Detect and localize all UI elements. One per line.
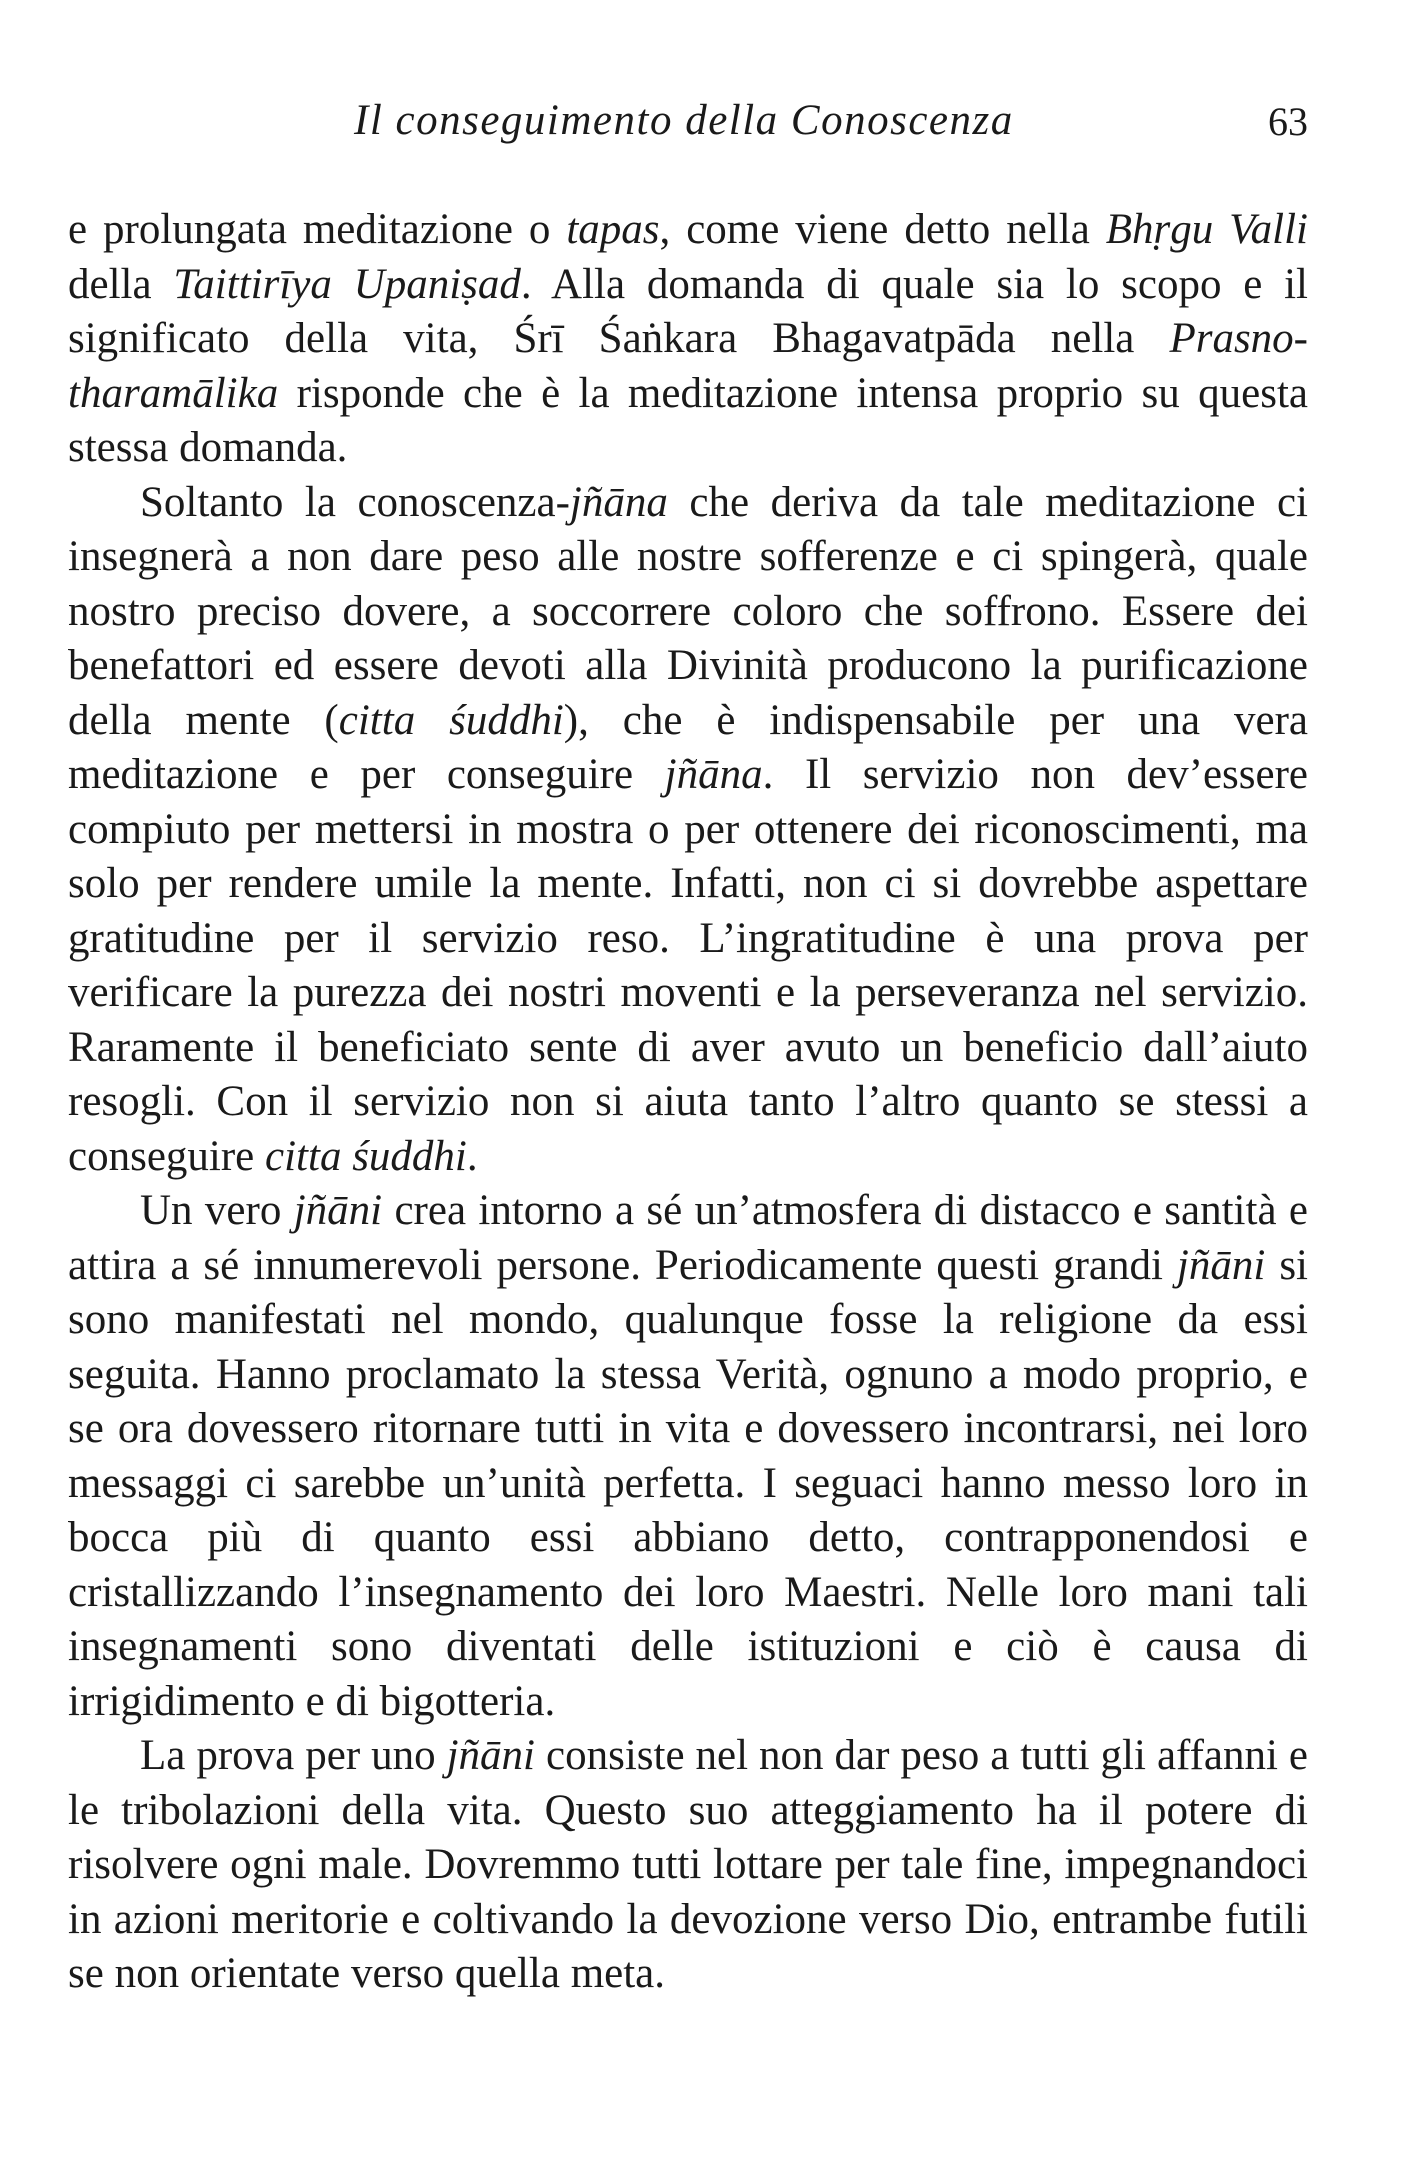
text-run: . Il servizio non dev’essere compiuto per mettersi in mostra o per ottenere dei riconoscimenti, ma solo per rendere umile la mente. Infatti, non ci si dovrebbe aspettare gratitudine per il servizio reso. L’ingratitudine è una prova per verificare la purezza dei nostri moventi e la perseveranza nel servizio. Raramente il beneficiato sente di aver avuto un beneficio dall’aiuto resogli. Con il servizio non si aiuta tanto l’altro quanto se stessi a conseguire	[68, 751, 1308, 1180]
italic-term: jñāna	[664, 751, 763, 798]
text-run: crea intorno a sé un’atmosfera di distacco e santità e attira a sé innumerevoli persone. Periodicamente questi grandi	[68, 1187, 1308, 1289]
text-run: della	[68, 260, 174, 308]
paragraph-3	[68, 1184, 1308, 1729]
italic-term: jñāni	[446, 1732, 536, 1779]
page-number: 63	[1268, 99, 1308, 144]
running-head	[68, 96, 1308, 156]
text-run: ), che è indispensabile per una vera meditazione e per conseguire	[68, 696, 1309, 798]
paragraph-1	[68, 203, 1308, 476]
body-text	[68, 203, 1308, 2002]
italic-term: jñāni	[1176, 1241, 1266, 1289]
text-run: si sono manifestati nel mondo, qualunque fosse la religione da essi seguita. Hanno proclamato la stessa Verità, ognuno a modo proprio, e se ora dovessero ritornare tutti in vita e dovessero incontrarsi, nei loro messaggi ci sarebbe un’unità perfetta. I seguaci hanno messo loro in bocca più di quanto essi abbiano detto, contrapponendosi e cristallizzando l’insegnamento dei loro Maestri. Nelle loro mani tali insegnamenti sono diventati delle istituzioni e ciò è causa di irrigidimento e di bigotteria.	[68, 1241, 1308, 1725]
text-run: .	[466, 1132, 478, 1180]
text-run: che deriva da tale meditazione ci insegnerà a non dare peso alle nostre sofferenze e ci spingerà, quale nostro preciso dovere, a soccorrere coloro che soffrono. Essere dei benefattori ed essere devoti alla Divinità producono la purificazione della mente (	[68, 478, 1308, 744]
italic-term: citta śuddhi	[265, 1132, 467, 1180]
paragraph-2	[68, 476, 1308, 1185]
text-run: , come viene detto nella	[659, 206, 1106, 253]
text-run: . Alla domanda di quale sia lo scopo e il significato della vita, Śrī Śaṅkara Bhagavatpāda nella	[68, 260, 1308, 362]
italic-term: Prasnotharamālika	[68, 315, 1308, 417]
text-run: La prova per uno	[140, 1732, 447, 1779]
italic-term: citta śuddhi	[338, 696, 564, 744]
text-run: risponde che è la meditazione intensa proprio su questa stessa domanda.	[68, 369, 1308, 471]
italic-term: jñāna	[569, 478, 668, 526]
text-run: consiste nel non dar peso a tutti gli affanni e le tribolazioni della vita. Questo suo atteggiamento ha il potere di risolvere ogni male. Dovremmo tutti lottare per tale fine, impegnandoci in azioni meritorie e coltivando la devozione verso Dio, entrambe futili se non orientate verso quella meta.	[68, 1732, 1308, 1997]
running-title: Il conseguimento della Conoscenza	[354, 97, 1014, 144]
paragraph-4	[68, 1729, 1308, 2002]
italic-term: Taittirīya Upaniṣad	[173, 260, 521, 308]
italic-term: tapas	[566, 206, 660, 253]
italic-term: jñāni	[293, 1187, 383, 1234]
text-run: e prolungata meditazione o	[68, 206, 567, 253]
italic-term: Bhṛgu Valli	[1105, 206, 1309, 253]
text-run: Un vero	[140, 1187, 294, 1234]
book-page	[68, 0, 1308, 2177]
text-run: Soltanto la conoscenza-	[140, 478, 570, 526]
